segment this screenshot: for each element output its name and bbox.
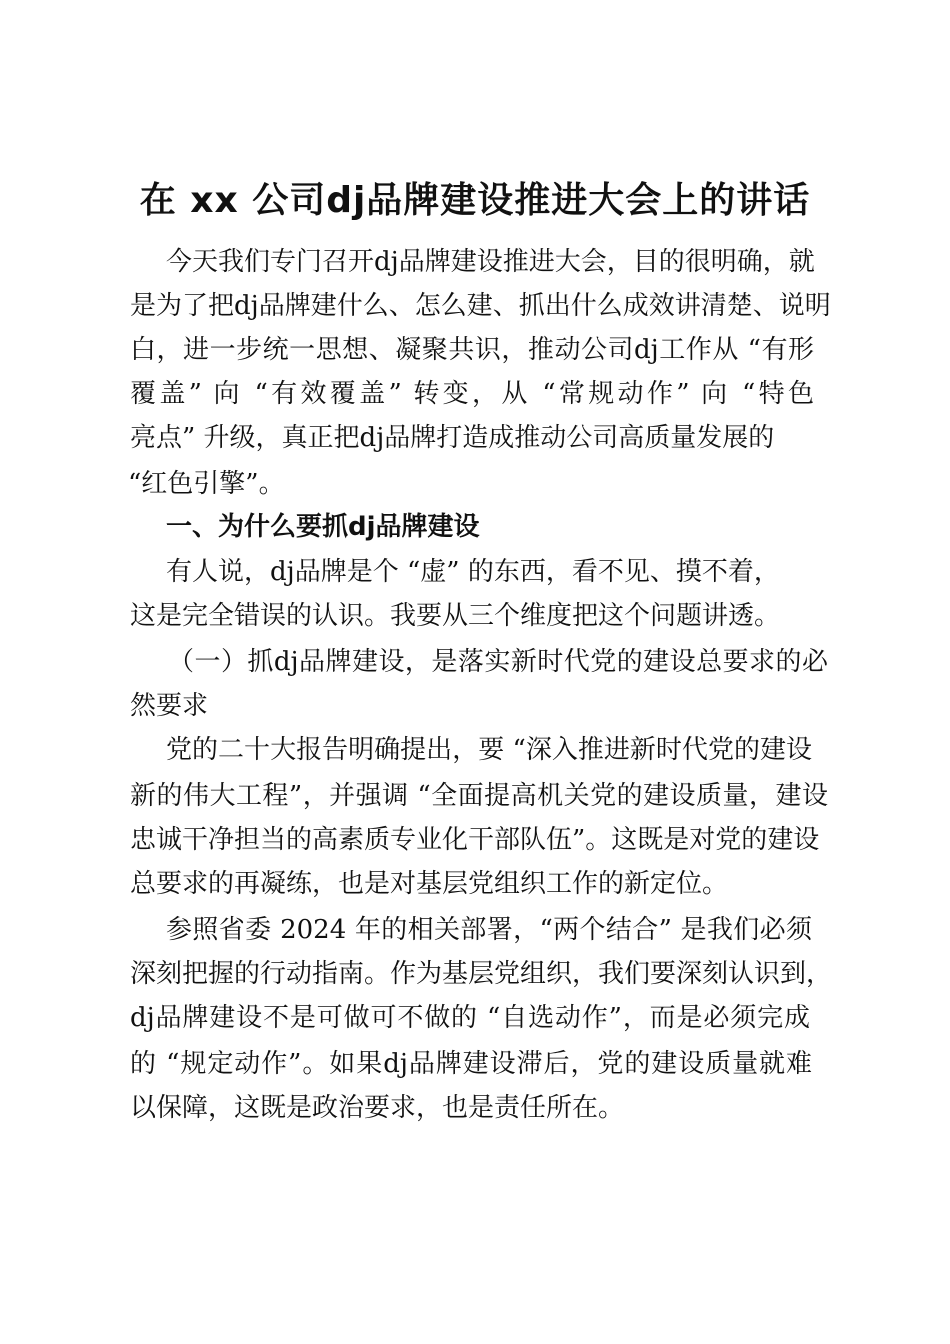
paragraph-line: 覆盖” 向 “有效覆盖” 转变，从 “常规动作” 向 “特色 <box>130 379 814 409</box>
paragraph-line: 深刻把握的行动指南。作为基层党组织，我们要深刻认识到， <box>130 959 833 989</box>
paragraph-line: 白，进一步统一思想、凝聚共识，推动公司dj工作从 “有形 <box>130 335 814 365</box>
paragraph-line: 忠诚干净担当的高素质专业化干部队伍”。这既是对党的建设 <box>130 825 820 855</box>
paragraph-line: 新的伟大工程”，并强调 “全面提高机关党的建设质量，建设 <box>130 781 828 811</box>
paragraph-line: 是为了把dj品牌建什么、怎么建、抓出什么成效讲清楚、说明 <box>130 291 831 321</box>
paragraph-line: 有人说，dj品牌是个 “虚” 的东西，看不见、摸不着， <box>166 557 780 587</box>
paragraph-line: 总要求的再凝练，也是对基层党组织工作的新定位。 <box>130 869 729 899</box>
paragraph-line: 以保障，这既是政治要求，也是责任所在。 <box>130 1093 625 1123</box>
paragraph-line: 参照省委 2024 年的相关部署，“两个结合” 是我们必须 <box>166 915 812 945</box>
paragraph-line: 今天我们专门召开dj品牌建设推进大会，目的很明确，就 <box>166 247 815 277</box>
paragraph-line: “红色引擎”。 <box>128 469 285 499</box>
paragraph-line: 的 “规定动作”。如果dj品牌建设滞后，党的建设质量就难 <box>130 1049 812 1079</box>
section-heading: 一、为什么要抓dj品牌建设 <box>166 512 480 542</box>
paragraph-line: dj品牌建设不是可做可不做的 “自选动作”，而是必须完成 <box>130 1003 810 1033</box>
paragraph-line: 这是完全错误的认识。我要从三个维度把这个问题讲透。 <box>130 601 781 631</box>
subheading-line: （一）抓dj品牌建设，是落实新时代党的建设总要求的必 <box>168 647 828 677</box>
subheading-line: 然要求 <box>130 691 209 721</box>
document-title: 在 xx 公司dj品牌建设推进大会上的讲话 <box>139 180 811 221</box>
paragraph-line: 党的二十大报告明确提出，要 “深入推进新时代党的建设 <box>166 735 812 765</box>
paragraph-line: 亮点” 升级，真正把dj品牌打造成推动公司高质量发展的 <box>130 423 775 453</box>
